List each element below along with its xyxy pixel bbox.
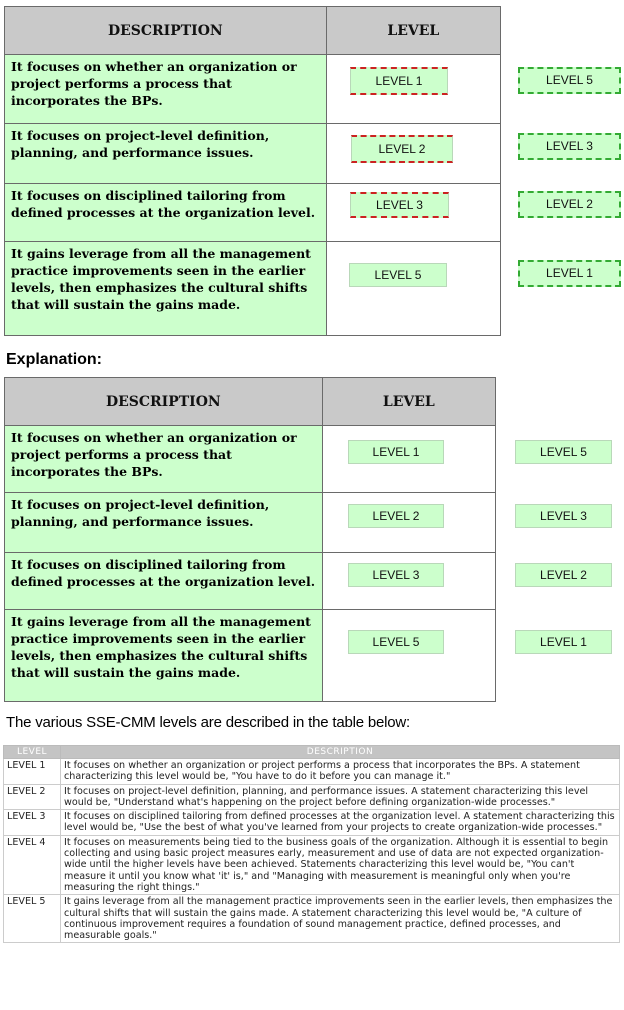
description-cell: It focuses on disciplined tailoring from defined processes at the organization level.: [5, 184, 327, 242]
level-header: LEVEL: [326, 7, 500, 55]
reference-description-header: DESCRIPTION: [61, 746, 620, 759]
description-header: DESCRIPTION: [5, 7, 327, 55]
reference-level-header: LEVEL: [4, 746, 61, 759]
reference-intro: The various SSE-CMM levels are described in the table below:: [6, 714, 411, 731]
answer-level-box: LEVEL 5: [348, 630, 444, 654]
level-drop-cell[interactable]: [326, 242, 500, 336]
answer-level-box: LEVEL 2: [348, 504, 444, 528]
reference-level-cell: LEVEL 3: [4, 810, 61, 836]
level-option-box[interactable]: LEVEL 1: [518, 260, 621, 287]
reference-table: [3, 745, 620, 943]
description-cell: It focuses on whether an organization or project performs a process that incorporates the BPs.: [5, 426, 323, 493]
reference-level-cell: LEVEL 1: [4, 759, 61, 785]
reference-description-cell: It focuses on measurements being tied to the business goals of the organization. Although it is essential to begin collecting and using basic project measures early, measurement and use of data are not expected organization-wide until the higher levels have been achieved. Statements characterizing this level would be, "You can't measure it until you know what 'it' is," and "Managing with measurement is meaningful only when you're measuring the right things.": [61, 835, 620, 894]
answer-level-box: LEVEL 1: [348, 440, 444, 464]
level-option-box[interactable]: LEVEL 3: [518, 133, 621, 160]
table-row: [4, 895, 620, 943]
placed-level-box[interactable]: LEVEL 2: [351, 135, 453, 163]
description-header: DESCRIPTION: [5, 378, 323, 426]
explanation-heading: Explanation:: [6, 351, 103, 368]
description-cell: It focuses on project-level definition, planning, and performance issues.: [5, 124, 327, 184]
level-option-box[interactable]: LEVEL 2: [518, 191, 621, 218]
reference-description-cell: It focuses on disciplined tailoring from defined processes at the organization level. A statement characterizing this level would be, "Use the best of what you've learned from your projects to create organization-wide processes.": [61, 810, 620, 836]
description-cell: It focuses on project-level definition, planning, and performance issues.: [5, 493, 323, 553]
reference-description-cell: It gains leverage from all the management practice improvements seen in the earlier levels, then emphasizes the cultural shifts that will sustain the gains made. A statement characterizing this level would be, "A culture of continuous improvement requires a foundation of sound management practice, defined processes, and measurable goals.": [61, 895, 620, 943]
description-cell: It focuses on disciplined tailoring from defined processes at the organization level.: [5, 553, 323, 610]
level-option-box[interactable]: LEVEL 5: [518, 67, 621, 94]
placed-level-box[interactable]: LEVEL 5: [349, 263, 447, 287]
table-row: [4, 759, 620, 785]
reference-description-cell: It focuses on whether an organization or project performs a process that incorporates the BPs. A statement characterizing this level would be, "You have to do it before you can manage it.": [61, 759, 620, 785]
option-level-box: LEVEL 2: [515, 563, 612, 587]
level-header: LEVEL: [322, 378, 495, 426]
level-cell: [322, 610, 495, 702]
table-row: [4, 784, 620, 810]
reference-level-cell: LEVEL 4: [4, 835, 61, 894]
description-cell: It gains leverage from all the management practice improvements seen in the earlier levels, then emphasizes the cultural shifts that will sustain the gains made.: [5, 610, 323, 702]
option-level-box: LEVEL 5: [515, 440, 612, 464]
table-row: [4, 810, 620, 836]
description-cell: It gains leverage from all the management practice improvements seen in the earlier levels, then emphasizes the cultural shifts that will sustain the gains made.: [5, 242, 327, 336]
description-cell: It focuses on whether an organization or project performs a process that incorporates the BPs.: [5, 55, 327, 124]
option-level-box: LEVEL 3: [515, 504, 612, 528]
placed-level-box[interactable]: LEVEL 3: [350, 192, 449, 218]
option-level-box: LEVEL 1: [515, 630, 612, 654]
reference-level-cell: LEVEL 5: [4, 895, 61, 943]
reference-description-cell: It focuses on project-level definition, planning, and performance issues. A statement characterizing this level would be, "Understand what's happening on the project before defining organization-wide processes.": [61, 784, 620, 810]
placed-level-box[interactable]: LEVEL 1: [350, 67, 448, 95]
table-row: [4, 835, 620, 894]
answer-level-box: LEVEL 3: [348, 563, 444, 587]
reference-level-cell: LEVEL 2: [4, 784, 61, 810]
